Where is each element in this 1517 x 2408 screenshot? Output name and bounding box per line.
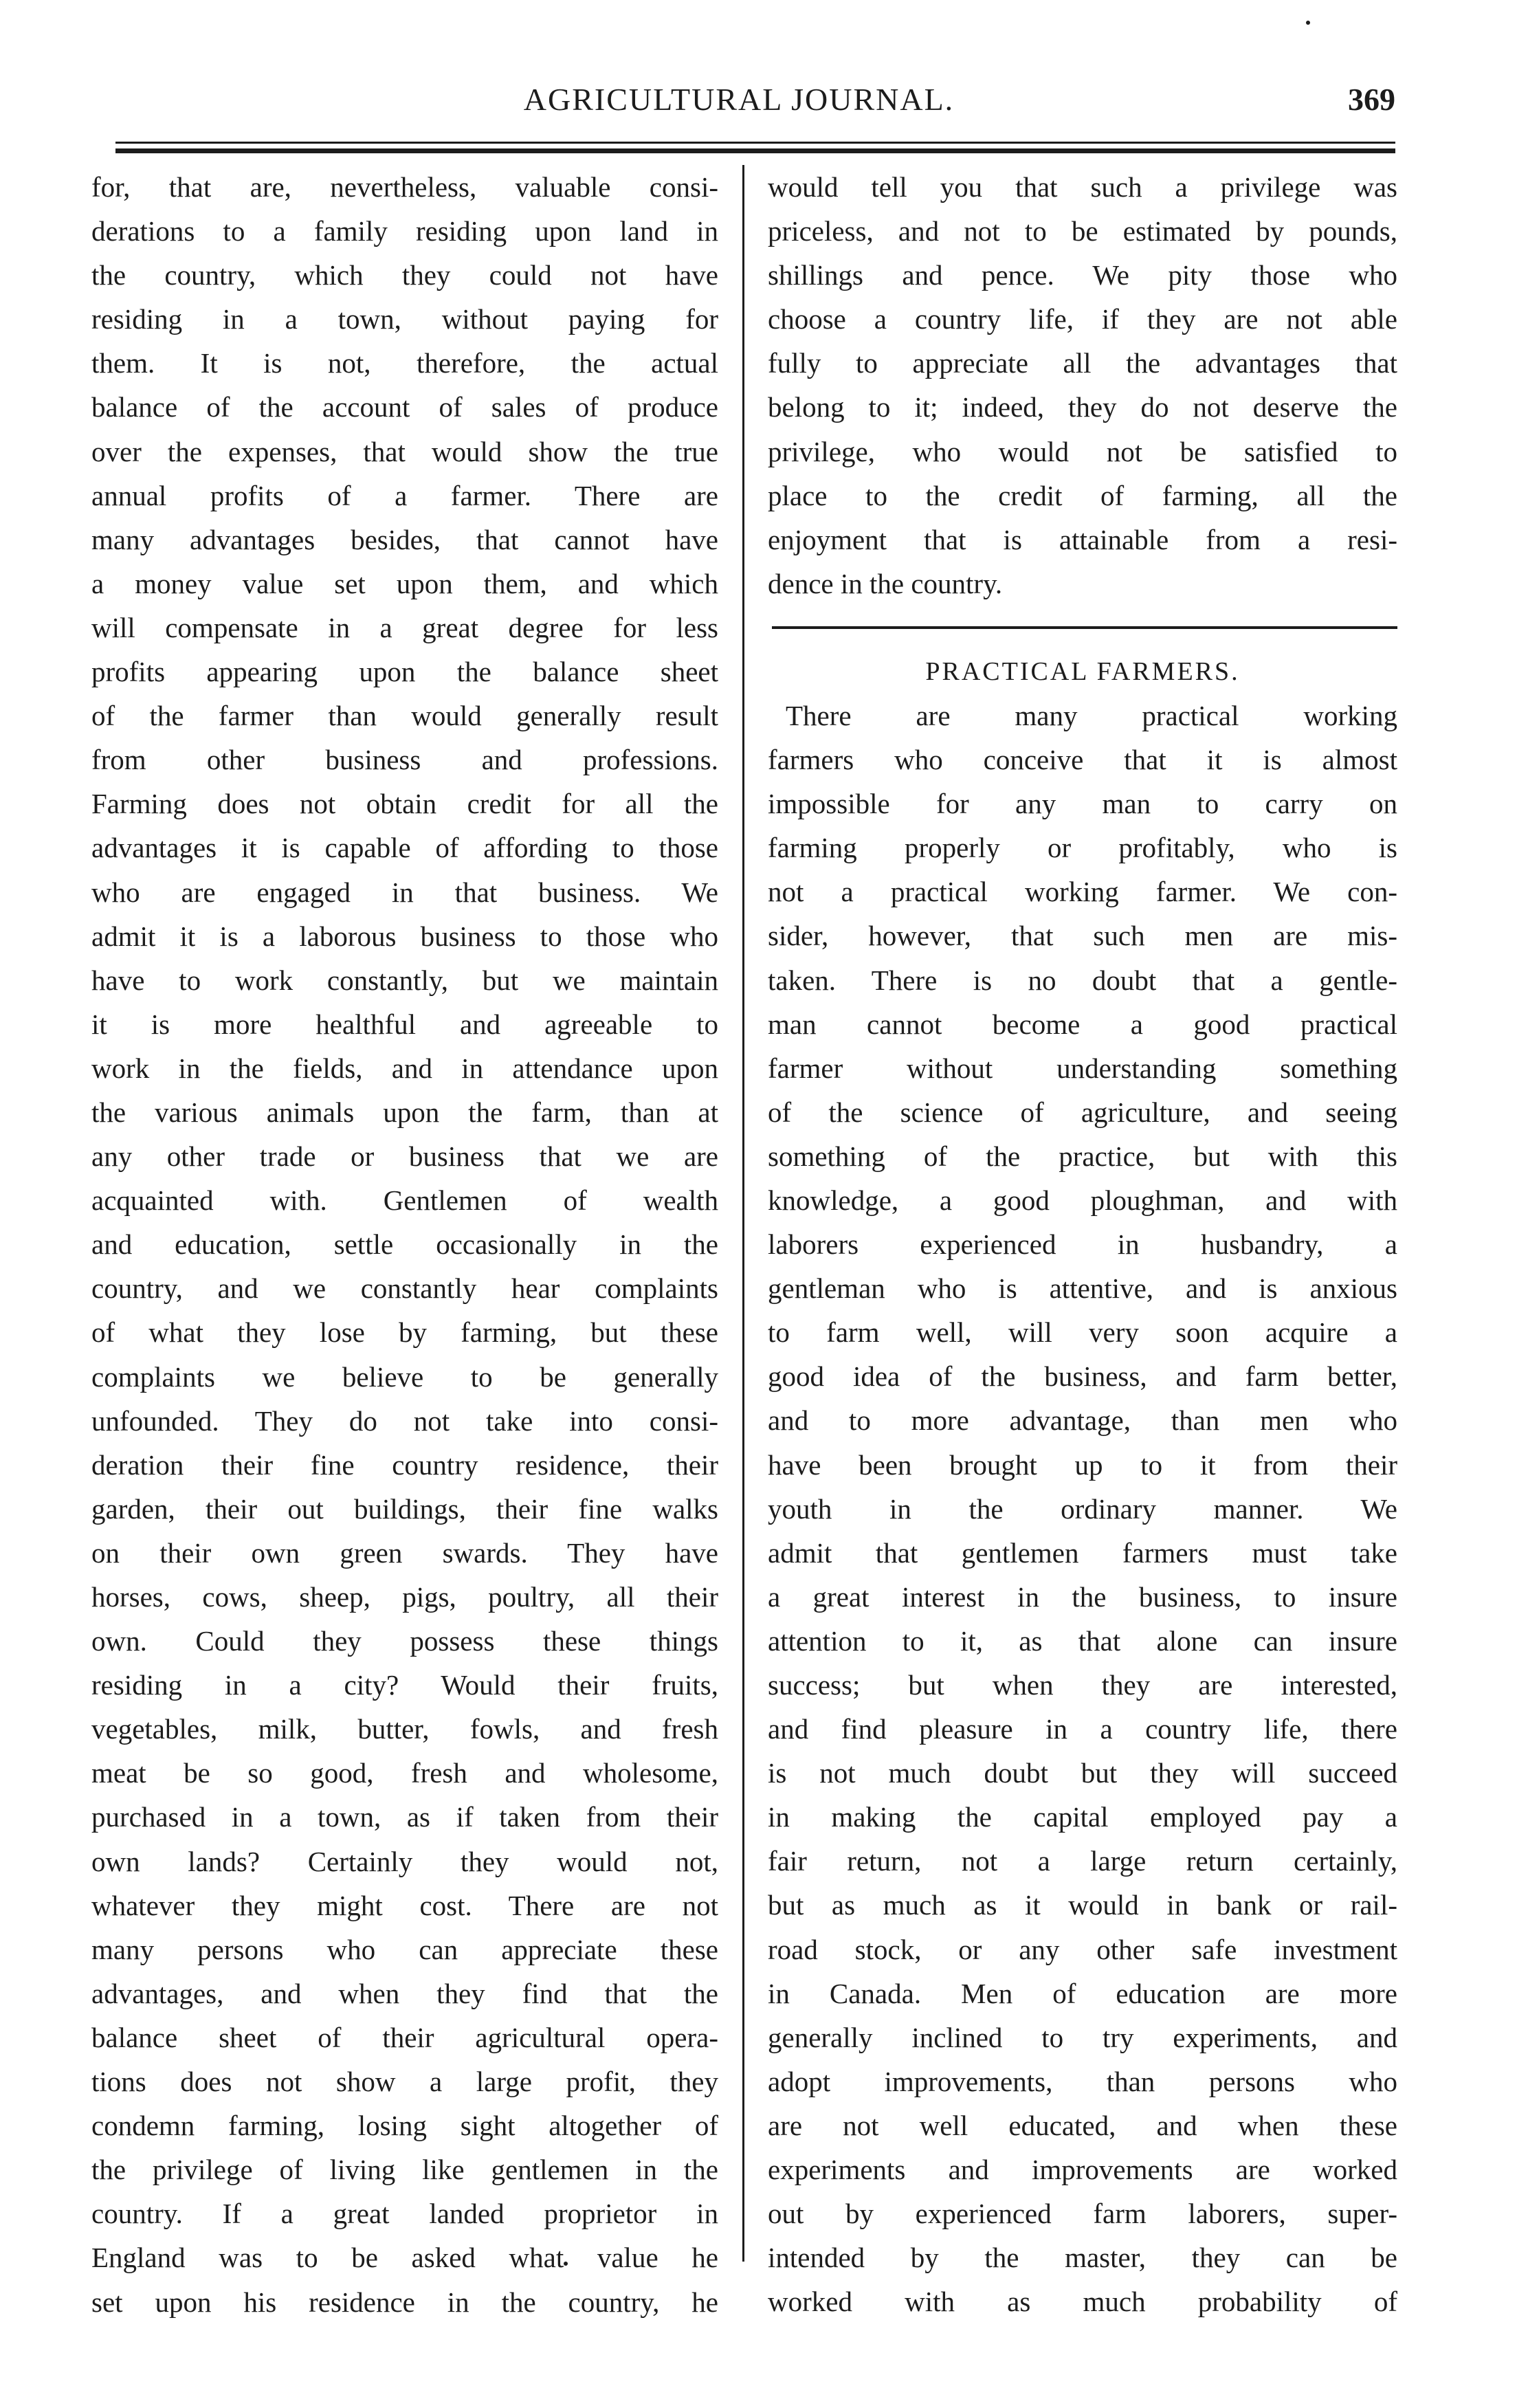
text-line: will compensate in a great degree for less [91,611,718,643]
text-line: gentleman who is attentive, and is anxious [768,1272,1397,1305]
text-line: something of the practice, but with this [768,1140,1397,1172]
text-line: over the expenses, that would show the true [91,435,718,467]
text-line: the various animals upon the farm, than at [91,1096,718,1128]
header-rule-thick [115,148,1395,153]
text-line: experiments and improvements are worked [768,2154,1397,2186]
right-column [768,165,1397,2323]
text-line: garden, their out buildings, their fine walks [91,1492,718,1525]
text-line: own lands? Certainly they would not, [91,1845,718,1877]
text-line: of the science of agriculture, and seeing [768,1096,1397,1128]
text-line: meat be so good, fresh and wholesome, [91,1757,718,1789]
text-line: admit that gentlemen farmers must take [768,1536,1397,1569]
text-line: but as much as it would in bank or rail- [768,1889,1397,1921]
text-line: them. It is not, therefore, the actual [91,347,718,379]
text-line: dence in the country. [768,567,1003,599]
text-line: and education, settle occasionally in the [91,1228,718,1261]
text-line: to farm well, will very soon acquire a [768,1316,1397,1349]
text-line: would tell you that such a privilege was [768,171,1397,203]
print-speck [1306,21,1310,25]
text-line: not a practical working farmer. We con- [768,876,1397,908]
text-line: generally inclined to try experiments, and [768,2021,1397,2053]
text-line: attention to it, as that alone can insure [768,1624,1397,1657]
text-line: residing in a town, without paying for [91,303,718,335]
text-line: the country, which they could not have [91,259,718,291]
text-line: fully to appreciate all the advantages that [768,347,1397,379]
text-line: in Canada. Men of education are more [768,1977,1397,2009]
text-line: deration their fine country residence, their [91,1448,718,1481]
text-line: complaints we believe to be generally [91,1360,718,1393]
text-line: vegetables, milk, butter, fowls, and fresh [91,1713,718,1745]
text-line: country, and we constantly hear complaints [91,1272,718,1305]
text-line: residing in a city? Would their fruits, [91,1669,718,1701]
text-line: a money value set upon them, and which [91,567,718,599]
text-line: knowledge, a good ploughman, and with [768,1184,1397,1216]
text-line: have been brought up to it from their [768,1448,1397,1481]
text-line: on their own green swards. They have [91,1536,718,1569]
text-line: priceless, and not to be estimated by pounds, [768,215,1397,247]
text-line: of what they lose by farming, but these [91,1316,718,1349]
text-line: out by experienced farm laborers, super- [768,2198,1397,2230]
text-line: privilege, who would not be satisfied to [768,435,1397,467]
text-line: Farming does not obtain credit for all the [91,788,718,820]
text-line: place to the credit of farming, all the [768,479,1397,511]
text-line: sider, however, that such men are mis- [768,920,1397,952]
text-line: acquainted with. Gentlemen of wealth [91,1184,718,1217]
column-divider [742,165,744,2262]
text-line: tions does not show a large profit, they [91,2066,718,2098]
text-line: farming properly or profitably, who is [768,832,1397,864]
text-line: balance sheet of their agricultural opera- [91,2021,718,2053]
text-line: for, that are, nevertheless, valuable consi- [91,171,718,203]
text-line: There are many practical working [786,699,1397,731]
text-line: profits appearing upon the balance sheet [91,656,718,688]
text-line: farmers who conceive that it is almost [768,744,1397,776]
text-line: farmer without understanding something [768,1052,1397,1084]
running-header [82,81,1395,129]
header-rule-thin [115,142,1395,144]
text-line: any other trade or business that we are [91,1140,718,1173]
text-line: fair return, not a large return certainly, [768,1845,1397,1877]
text-line: who are engaged in that business. We [91,876,718,908]
text-line: choose a country life, if they are not able [768,303,1397,335]
text-line: the privilege of living like gentlemen in the [91,2154,718,2186]
text-line: belong to it; indeed, they do not deserve the [768,391,1397,423]
text-line: many advantages besides, that cannot have [91,523,718,555]
text-line: admit it is a laborous business to those who [91,920,718,952]
text-line: horses, cows, sheep, pigs, poultry, all their [91,1581,718,1613]
text-line: youth in the ordinary manner. We [768,1492,1397,1525]
text-line: derations to a family residing upon land in [91,215,718,247]
text-line: taken. There is no doubt that a gentle- [768,964,1397,996]
section-divider-rule [768,606,1397,650]
text-line: intended by the master, they can be [768,2242,1397,2274]
practical-farmers-article [768,694,1397,2323]
text-line: adopt improvements, than persons who [768,2065,1397,2097]
text-line: condemn farming, losing sight altogether of [91,2110,718,2142]
text-line: whatever they might cost. There are not [91,1889,718,1921]
text-line: from other business and professions. [91,744,718,776]
left-column [91,165,718,2324]
text-line: annual profits of a farmer. There are [91,479,718,511]
text-line: it is more healthful and agreeable to [91,1008,718,1040]
text-line: have to work constantly, but we maintain [91,964,718,996]
journal-title: AGRICULTURAL JOURNAL. [523,82,955,117]
text-line: and to more advantage, than men who [768,1404,1397,1437]
text-line: country. If a great landed proprietor in [91,2198,718,2230]
text-line: success; but when they are interested, [768,1669,1397,1701]
text-line: laborers experienced in husbandry, a [768,1228,1397,1261]
text-line: enjoyment that is attainable from a resi- [768,523,1397,555]
text-line: and find pleasure in a country life, there [768,1713,1397,1745]
page-number: 369 [1348,82,1395,117]
text-line: advantages it is capable of affording to those [91,832,718,864]
text-line: in making the capital employed pay a [768,1801,1397,1833]
text-line: many persons who can appreciate these [91,1933,718,1965]
text-line: purchased in a town, as if taken from their [91,1801,718,1833]
text-line: set upon his residence in the country, he [91,2286,718,2318]
text-line: is not much doubt but they will succeed [768,1757,1397,1789]
text-line: of the farmer than would generally result [91,700,718,732]
text-line: worked with as much probability of [768,2286,1397,2318]
text-line: shillings and pence. We pity those who [768,259,1397,291]
text-line: unfounded. They do not take into consi- [91,1404,718,1437]
text-line: advantages, and when they find that the [91,1977,718,2009]
right-column-intro [768,165,1397,606]
text-line: work in the fields, and in attendance upon [91,1052,718,1084]
text-line: good idea of the business, and farm better, [768,1360,1397,1393]
text-line: road stock, or any other safe investment [768,1933,1397,1965]
text-line: own. Could they possess these things [91,1625,718,1657]
text-line: impossible for any man to carry on [768,788,1397,820]
text-line: man cannot become a good practical [768,1008,1397,1040]
text-line: England was to be asked what value he [91,2242,718,2274]
text-line: balance of the account of sales of produce [91,391,718,423]
text-line: a great interest in the business, to insure [768,1580,1397,1613]
text-line: are not well educated, and when these [768,2109,1397,2141]
section-title: PRACTICAL FARMERS. [925,656,1240,686]
